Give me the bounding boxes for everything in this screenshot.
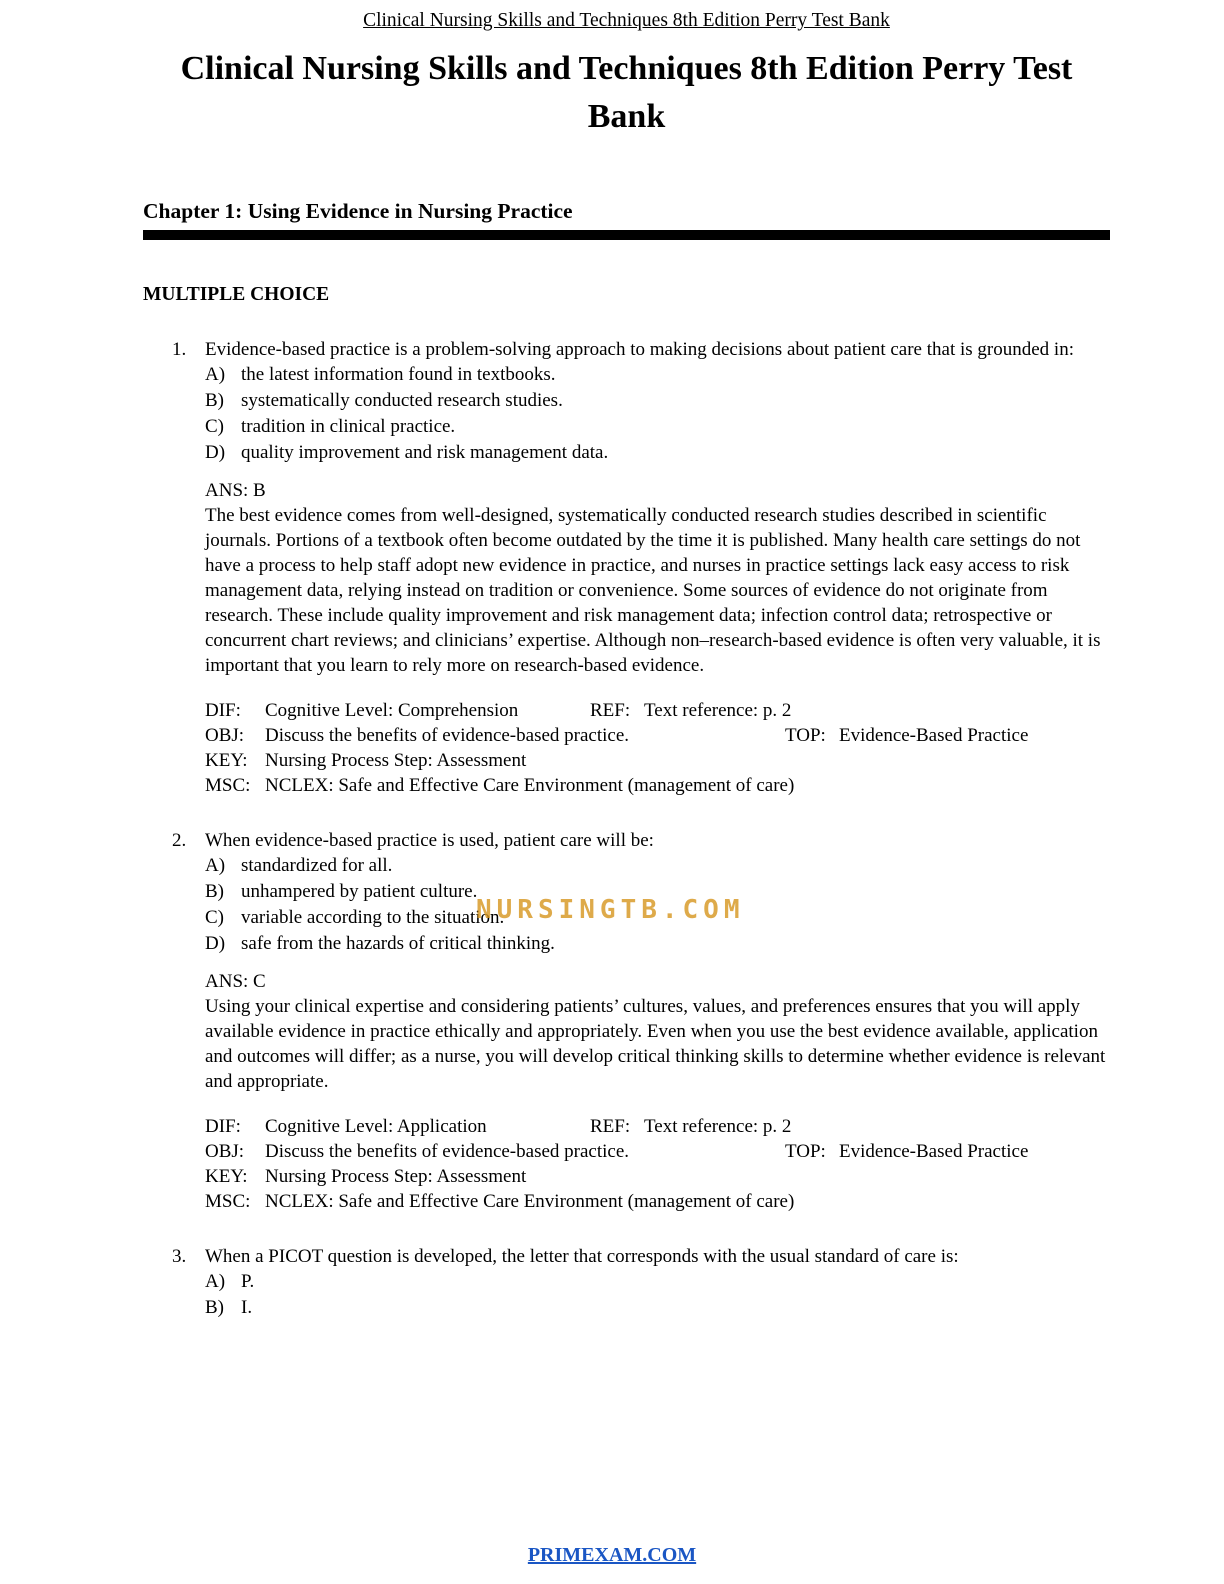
options-list xyxy=(205,1269,1110,1321)
meta-top-value: Evidence-Based Practice xyxy=(839,725,1029,746)
meta-msc xyxy=(205,1189,794,1214)
question-text: Evidence-based practice is a problem-solving approach to making decisions about patient care that is grounded in: xyxy=(205,339,1074,360)
meta-key-value: Nursing Process Step: Assessment xyxy=(265,750,527,771)
meta-key-value: Nursing Process Step: Assessment xyxy=(265,1166,527,1187)
meta-ref xyxy=(590,698,791,723)
section-heading-multiple-choice: MULTIPLE CHOICE xyxy=(143,284,330,305)
meta-msc-label: MSC: xyxy=(205,1191,251,1212)
options-list xyxy=(205,362,1110,466)
answer-line: ANS: C xyxy=(205,971,266,992)
question-text: When a PICOT question is developed, the letter that corresponds with the usual standard of care is: xyxy=(205,1246,959,1267)
option-text: unhampered by patient culture. xyxy=(241,881,478,902)
rationale-text: Using your clinical expertise and considering patients’ cultures, values, and preferences ensures that you will apply available evidence in practice ethically and appropriately. Even when you use the best evidence available, application and outcomes will differ; as a nurse, you will develop critical thinking skills to determine whether evidence is relevant and appropriate. xyxy=(205,996,1106,1092)
option-text: tradition in clinical practice. xyxy=(241,416,456,437)
meta-row-dif-ref xyxy=(205,698,1110,723)
question-meta xyxy=(205,698,1110,798)
option-b xyxy=(205,388,1110,414)
meta-obj-value: Discuss the benefits of evidence-based practice. xyxy=(265,1141,630,1162)
meta-row-key xyxy=(205,1164,1110,1189)
meta-ref-value: Text reference: p. 2 xyxy=(644,700,792,721)
option-letter: A) xyxy=(205,1271,226,1292)
meta-obj xyxy=(205,723,785,748)
meta-ref xyxy=(590,1114,791,1139)
option-d xyxy=(205,931,1110,957)
option-text: quality improvement and risk management data. xyxy=(241,442,609,463)
page-footer xyxy=(0,1543,1224,1568)
option-text: variable according to the situation. xyxy=(241,907,505,928)
option-text: the latest information found in textbooks. xyxy=(241,364,556,385)
meta-msc xyxy=(205,773,794,798)
option-d xyxy=(205,440,1110,466)
option-a xyxy=(205,1269,1110,1295)
option-c xyxy=(205,414,1110,440)
meta-obj-label: OBJ: xyxy=(205,1141,245,1162)
meta-dif-value: Cognitive Level: Comprehension xyxy=(265,700,519,721)
meta-msc-label: MSC: xyxy=(205,775,251,796)
option-text: safe from the hazards of critical thinking. xyxy=(241,933,555,954)
option-b xyxy=(205,1295,1110,1321)
option-letter: B) xyxy=(205,1297,224,1318)
meta-row-obj-top xyxy=(205,723,1110,748)
meta-row-msc xyxy=(205,773,1110,798)
question-meta xyxy=(205,1114,1110,1214)
option-letter: A) xyxy=(205,364,226,385)
meta-dif-value: Cognitive Level: Application xyxy=(265,1116,487,1137)
meta-key-label: KEY: xyxy=(205,750,248,771)
option-text: systematically conducted research studies. xyxy=(241,390,563,411)
option-text: I. xyxy=(241,1297,253,1318)
option-letter: C) xyxy=(205,907,224,928)
option-letter: D) xyxy=(205,442,226,463)
question-text: When evidence-based practice is used, patient care will be: xyxy=(205,830,654,851)
chapter-heading: Chapter 1: Using Evidence in Nursing Practice xyxy=(143,199,573,223)
meta-dif xyxy=(205,1114,590,1139)
question-3-head xyxy=(172,1244,1110,1269)
meta-ref-label: REF: xyxy=(590,700,631,721)
option-letter: D) xyxy=(205,933,226,954)
meta-ref-value: Text reference: p. 2 xyxy=(644,1116,792,1137)
question-2 xyxy=(143,828,1110,1214)
question-number: 3. xyxy=(172,1246,187,1267)
meta-obj-value: Discuss the benefits of evidence-based practice. xyxy=(265,725,630,746)
meta-obj xyxy=(205,1139,785,1164)
meta-row-dif-ref xyxy=(205,1114,1110,1139)
option-letter: B) xyxy=(205,390,224,411)
chapter-section xyxy=(143,197,1110,240)
question-1-head xyxy=(172,337,1110,362)
page-header xyxy=(143,8,1110,33)
answer-line: ANS: B xyxy=(205,480,266,501)
meta-key xyxy=(205,1164,526,1189)
question-2-head xyxy=(172,828,1110,853)
question-number: 2. xyxy=(172,830,187,851)
option-a xyxy=(205,362,1110,388)
meta-row-obj-top xyxy=(205,1139,1110,1164)
meta-obj-label: OBJ: xyxy=(205,725,245,746)
meta-row-key xyxy=(205,748,1110,773)
meta-top xyxy=(785,1139,1028,1164)
option-letter: C) xyxy=(205,416,224,437)
meta-top-label: TOP: xyxy=(785,1141,826,1162)
meta-row-msc xyxy=(205,1189,1110,1214)
meta-top-label: TOP: xyxy=(785,725,826,746)
meta-top xyxy=(785,723,1028,748)
question-1 xyxy=(143,337,1110,798)
option-letter: A) xyxy=(205,855,226,876)
meta-dif-label: DIF: xyxy=(205,700,241,721)
question-3 xyxy=(143,1244,1110,1321)
option-letter: B) xyxy=(205,881,224,902)
meta-msc-value: NCLEX: Safe and Effective Care Environment (management of care) xyxy=(265,1191,795,1212)
site-watermark: NURSINGTB.COM xyxy=(476,895,745,925)
meta-ref-label: REF: xyxy=(590,1116,631,1137)
question-number: 1. xyxy=(172,339,187,360)
meta-msc-value: NCLEX: Safe and Effective Care Environment (management of care) xyxy=(265,775,795,796)
meta-key-label: KEY: xyxy=(205,1166,248,1187)
meta-dif-label: DIF: xyxy=(205,1116,241,1137)
meta-top-value: Evidence-Based Practice xyxy=(839,1141,1029,1162)
document-title: Clinical Nursing Skills and Techniques 8th Edition Perry Test Bank xyxy=(180,50,1073,135)
meta-key xyxy=(205,748,526,773)
option-text: P. xyxy=(241,1271,255,1292)
header-running-title: Clinical Nursing Skills and Techniques 8th Edition Perry Test Bank xyxy=(363,10,890,31)
option-a xyxy=(205,853,1110,879)
footer-link[interactable]: PRIMEXAM.COM xyxy=(527,1544,697,1566)
option-text: standardized for all. xyxy=(241,855,393,876)
meta-dif xyxy=(205,698,590,723)
chapter-divider-bar xyxy=(143,230,1110,240)
rationale-text: The best evidence comes from well-designed, systematically conducted research studies described in scientific journals. Portions of a textbook often become outdated by the time it is published. Many health care settings do not have a process to help staff adopt new evidence in practice, and nurses in practice settings lack easy access to risk management data, relying instead on tradition or convenience. Some sources of evidence do not originate from research. These include quality improvement and risk management data; infection control data; retrospective or concurrent chart reviews; and clinicians’ expertise. Although non–research-based evidence is often very valuable, it is important that you learn to rely more on research-based evidence. xyxy=(205,505,1101,676)
